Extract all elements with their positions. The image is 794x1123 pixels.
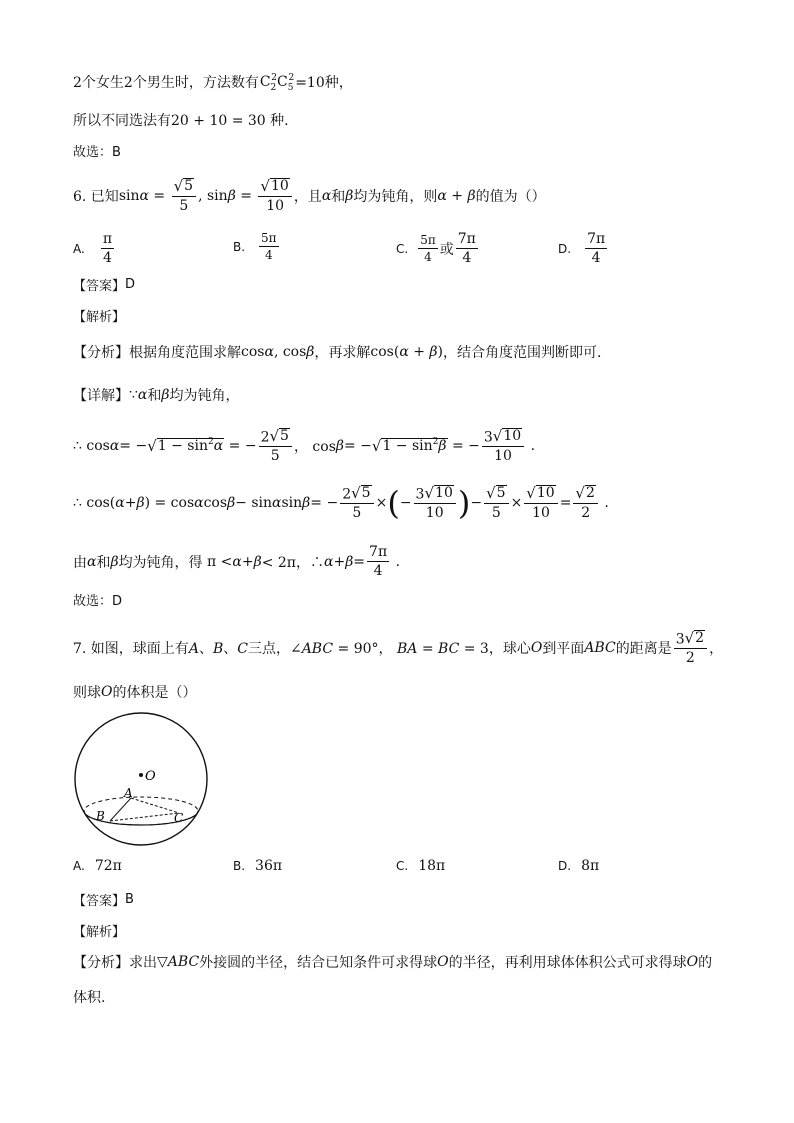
question-6 <box>73 178 546 213</box>
denominator: 4 <box>424 250 432 264</box>
option-label: D. <box>558 241 572 256</box>
alpha: α <box>137 387 148 403</box>
plane-abc: ABC <box>584 639 616 656</box>
answer-value: B <box>125 892 134 907</box>
segment-ac <box>131 798 179 813</box>
text: 均为钝角，得 <box>118 554 203 571</box>
formula: ∴ cos( α + β ) = cos α cos β − sin α sin β = − 2 √ 5 5 × ( − 3 √ 10 10 ) − √ 5 5 × √ 10 10 = √ 2 2 . <box>73 483 609 522</box>
formula: ∠ABC = 90°， BA = BC = 3 <box>289 640 489 657</box>
answer-line <box>73 275 135 294</box>
o-letter: O <box>437 954 449 970</box>
text: 所以不同选法有20 + 10 = 30 种. <box>73 113 289 129</box>
option-d <box>558 858 599 874</box>
text: 则球 <box>73 685 101 701</box>
question-number: 6. 已知 <box>73 188 119 205</box>
distance-fraction: 3 √ 2 2 <box>674 630 707 665</box>
option-b <box>233 232 281 261</box>
text: 的体积是（） <box>112 685 197 701</box>
denominator: 4 <box>462 250 472 266</box>
text: ，结合角度范围判断即可. <box>442 345 602 361</box>
text: 的距离是 <box>615 640 672 657</box>
text: =10种， <box>295 75 353 91</box>
answer-tag: 【答案】 <box>73 279 126 294</box>
analysis-tag <box>73 306 125 325</box>
formula: ∴ cos α = − √ $1 - \sin^2\alpha$ = − 2 √ 5 5 ， cos β = − √ $1 - \sin^2\beta$ = − 3 √ 10 10 . <box>73 427 536 465</box>
detail-line <box>73 385 239 405</box>
label-o: O <box>145 769 156 784</box>
text: 由 <box>73 554 87 571</box>
option-a <box>73 858 122 874</box>
text: 求出 <box>129 955 157 971</box>
label-b: B <box>96 809 105 823</box>
text: 【解析】 <box>73 925 126 940</box>
formula: π < α + β < 2π，∴ α + β = $\frac{7\pi}{4}$ . <box>202 544 401 579</box>
beta: β <box>345 187 354 204</box>
formula-cos-sum-line <box>73 485 609 520</box>
text-line-3 <box>73 141 121 160</box>
text: ，球心 <box>488 640 531 657</box>
combination-expression: $C_2^2C_5^2$ <box>259 73 295 93</box>
center-point <box>139 773 143 777</box>
option-label: A. <box>73 241 85 256</box>
text: 到平面 <box>542 640 585 657</box>
fenxi-line <box>73 342 601 362</box>
option-d <box>558 232 609 265</box>
option-label: D. <box>558 859 572 873</box>
option-label: B. <box>233 239 246 254</box>
fenxi-tag: 【分析】 <box>73 345 129 361</box>
option-value: 18π <box>418 858 446 874</box>
alpha: α <box>87 553 97 570</box>
text: 三点， <box>247 640 290 657</box>
text: 故选：B <box>73 145 121 160</box>
text: 体积. <box>73 990 106 1006</box>
text: 【解析】 <box>73 310 126 325</box>
alpha-plus-beta: α + β <box>437 187 476 204</box>
text: 2个女生2个男生时，方法数有 <box>73 75 259 91</box>
o-letter: O <box>686 954 699 970</box>
formula-cos-line <box>73 428 535 463</box>
formula: cosα, cosβ <box>241 344 315 360</box>
text-line-1 <box>73 72 353 92</box>
formula: cos(α + β) <box>370 344 443 360</box>
numerator: π <box>102 231 113 247</box>
fenxi-tag: 【分析】 <box>73 955 129 971</box>
beta: β <box>161 387 170 403</box>
label-c: C <box>174 811 184 825</box>
alpha: α <box>321 187 332 204</box>
text: 根据角度范围求解 <box>129 345 241 361</box>
text-line-2 <box>73 110 289 130</box>
or-text: 或 <box>439 241 454 258</box>
option-value: 36π <box>255 858 283 874</box>
o-letter: O <box>101 684 113 700</box>
denominator: 4 <box>102 250 112 266</box>
formula-sin-alpha: sin α = √ 5 5 , sin β = √ 10 10 <box>119 178 294 213</box>
option-label: A. <box>73 859 85 873</box>
option-b <box>233 858 282 874</box>
option-value: 72π <box>94 858 122 874</box>
text: ，再求解 <box>314 345 371 361</box>
detail-tag: 【详解】 <box>73 388 129 404</box>
analysis-tag <box>73 921 125 940</box>
option-value: 8π <box>581 858 600 874</box>
text: 和 <box>147 388 162 404</box>
option-c <box>396 232 480 265</box>
o-letter: O <box>530 639 543 656</box>
conclusion-line <box>73 545 400 578</box>
option-label: B. <box>233 859 246 873</box>
text: 和 <box>96 554 111 571</box>
question-number: 7. 如图，球面上有 <box>73 640 189 657</box>
text: 均为钝角，则 <box>353 188 438 205</box>
text: 外接圆的半径，结合已知条件可求得球 <box>199 955 438 971</box>
numerator: 5π <box>420 233 436 247</box>
numerator: 7π <box>457 231 476 247</box>
option-a <box>73 232 116 265</box>
points: A、B、C <box>188 640 248 657</box>
beta: β <box>110 553 119 570</box>
option-c <box>396 858 445 874</box>
text: 的值为（） <box>475 188 546 205</box>
denominator: 4 <box>591 250 601 266</box>
numerator: 5π <box>261 231 277 245</box>
fenxi-line <box>73 952 712 972</box>
because-symbol: ∵ <box>129 387 138 403</box>
answer-line <box>73 890 134 909</box>
segment-bc <box>110 813 179 821</box>
text: 的 <box>698 955 713 971</box>
choose-line <box>73 590 122 609</box>
numerator: 7π <box>587 231 606 247</box>
answer-value: D <box>125 277 136 292</box>
label-a: A <box>124 786 133 800</box>
text: ，且 <box>293 188 322 205</box>
text: 的半径，再利用球体体积公式可求得球 <box>448 955 687 971</box>
text: 均为钝角， <box>169 388 240 404</box>
denominator: 4 <box>264 248 273 262</box>
option-label: C. <box>396 241 409 256</box>
option-label: C. <box>396 859 409 873</box>
segment-ab <box>110 798 131 821</box>
fenxi-line-2 <box>73 987 105 1007</box>
question-7-line2 <box>73 682 196 702</box>
text: 和 <box>331 188 346 205</box>
triangle-abc: ▽ABC <box>157 954 200 970</box>
text: 故选：D <box>73 594 123 609</box>
sphere-figure <box>72 710 212 850</box>
answer-tag: 【答案】 <box>73 894 126 909</box>
question-7: 7. 如图，球面上有 A、B、C 三点， ∠ABC = 90°， BA = BC = 3 ，球心 O 到平面 ABC 的距离是 3 √ 2 2 ， <box>73 629 724 667</box>
